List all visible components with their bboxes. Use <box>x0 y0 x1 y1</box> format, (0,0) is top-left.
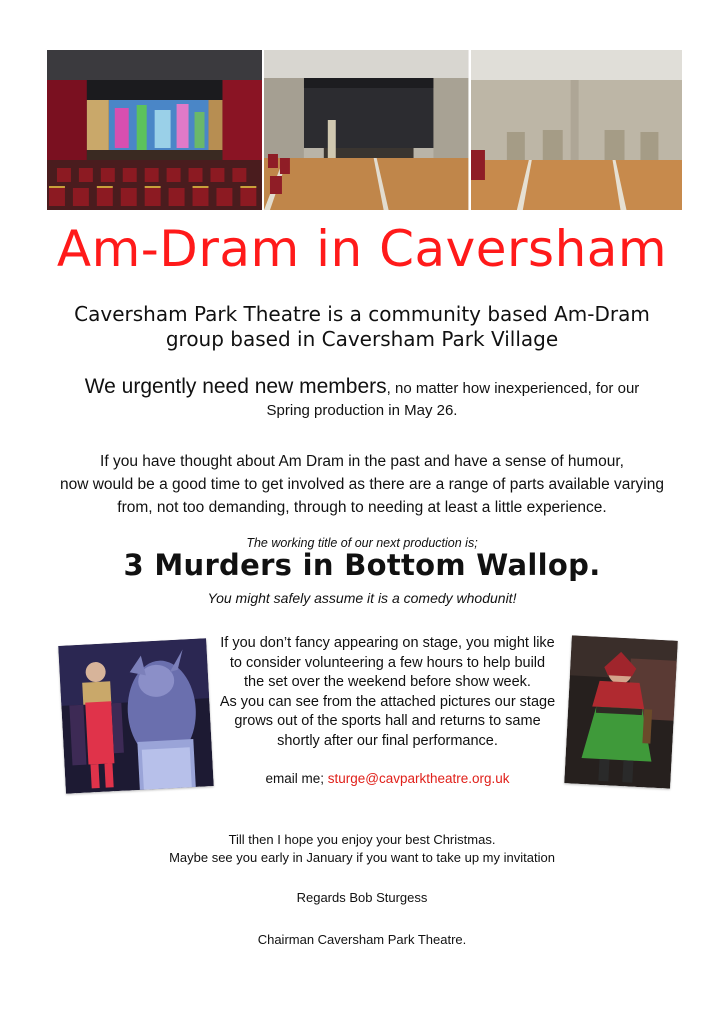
email-line <box>215 771 560 786</box>
volunteer-text <box>215 634 560 751</box>
members-needed-text <box>30 376 694 422</box>
members-needed-line-1 <box>30 376 694 400</box>
volunteer-line-4: As you can see from the attached pictures our stage <box>219 693 556 710</box>
header-photo-strip <box>47 50 682 210</box>
volunteer-line-3: the set over the weekend before show week. <box>244 674 531 690</box>
sports-hall-stage-photo <box>264 50 468 210</box>
working-title-label: The working title of our next production is; <box>246 536 478 550</box>
get-involved-line-2: now would be a good time to get involved as there are a range of parts available varying <box>59 476 664 493</box>
page-title: Am-Dram in Caversham <box>56 220 668 278</box>
regards-signoff: Regards Bob Sturgess <box>296 890 428 905</box>
intro-text <box>40 302 684 352</box>
get-involved-line-1: If you have thought about Am Dram in the past and have a sense of humour, <box>100 453 624 470</box>
volunteer-line-5: grows out of the sports hall and returns to same <box>234 713 541 729</box>
volunteer-line-1: If you don’t fancy appearing on stage, you might like <box>220 635 555 651</box>
intro-line-1: Caversham Park Theatre is a community based Am-Dram <box>74 302 650 326</box>
members-needed-emphasis: We urgently need new members <box>84 375 387 398</box>
get-involved-line-3: from, not too demanding, through to needing at least a little experience. <box>117 499 607 516</box>
actor-green-costume-photo <box>564 635 678 788</box>
email-label: email me; <box>265 771 328 786</box>
volunteer-line-2: to consider volunteering a few hours to help build <box>229 654 546 671</box>
chairman-signature: Chairman Caversham Park Theatre. <box>257 932 467 947</box>
closing-line-1: Till then I hope you enjoy your best Christmas. <box>228 832 496 847</box>
closing-line-2: Maybe see you early in January if you want to take up my invitation <box>169 850 555 865</box>
volunteer-line-6: shortly after our final performance. <box>277 732 498 749</box>
intro-line-2: group based in Caversham Park Village <box>165 327 559 351</box>
members-needed-line-2: Spring production in May 26. <box>266 402 458 419</box>
stage-set-photo <box>47 50 262 210</box>
production-title: 3 Murders in Bottom Wallop. <box>123 548 601 582</box>
get-involved-text <box>30 450 694 519</box>
members-needed-rest: , no matter how inexperienced, for our <box>386 380 640 397</box>
closing-text <box>0 831 724 867</box>
production-tagline: You might safely assume it is a comedy whodunit! <box>207 590 517 606</box>
actor-with-gargoyle-photo <box>58 638 214 794</box>
email-link[interactable]: sturge@cavparktheatre.org.uk <box>327 771 510 786</box>
empty-sports-hall-photo <box>471 50 682 210</box>
